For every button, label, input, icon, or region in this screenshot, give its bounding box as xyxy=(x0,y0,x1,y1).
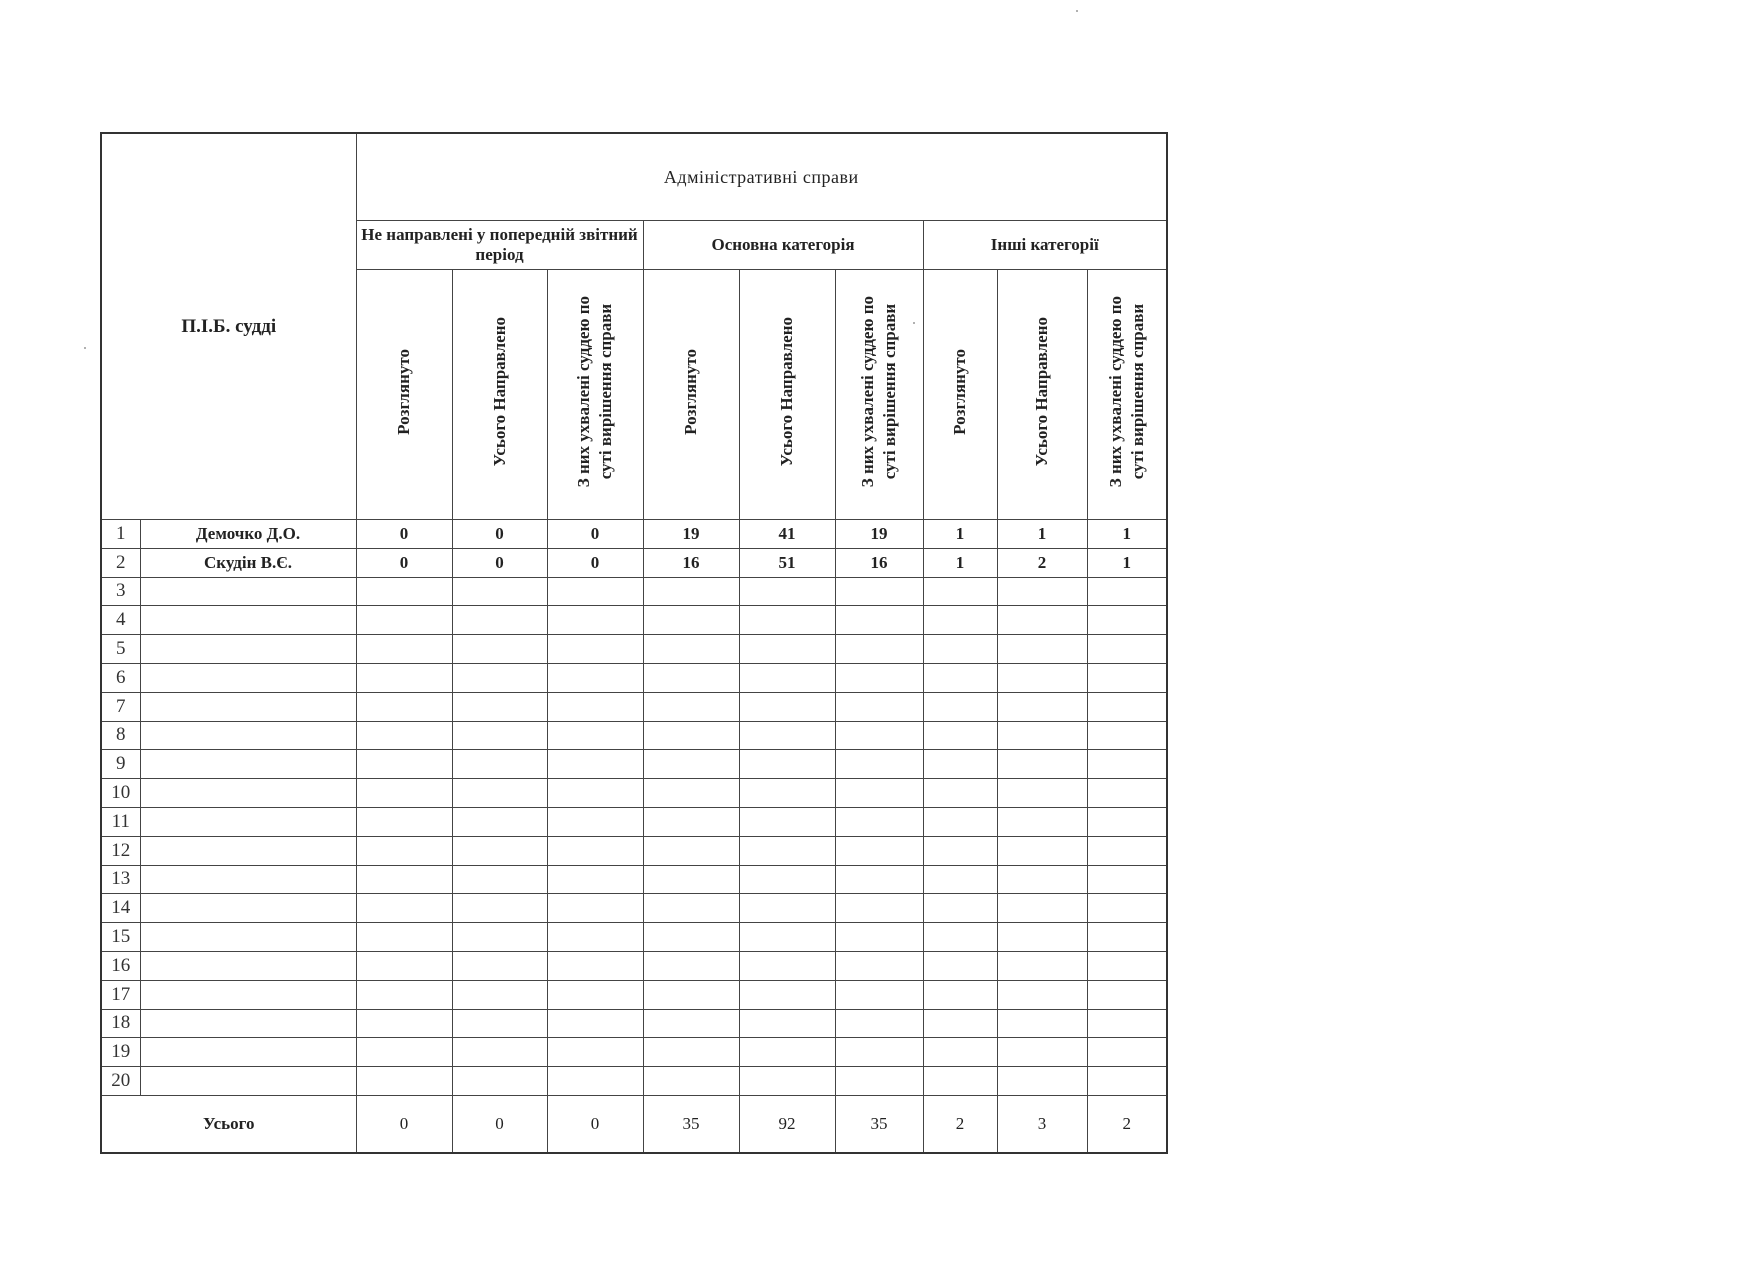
row-number: 17 xyxy=(101,980,140,1009)
table-row xyxy=(101,807,1167,836)
table-cell xyxy=(997,980,1087,1009)
row-number: 10 xyxy=(101,779,140,808)
table-row xyxy=(101,520,1167,549)
column-header-cell xyxy=(452,270,547,520)
table-cell xyxy=(356,980,452,1009)
table-cell xyxy=(835,951,923,980)
table-cell xyxy=(923,894,997,923)
group-header-not-sent-previous: Не направлені у попередній звітний період xyxy=(356,221,643,270)
total-label: Усього xyxy=(101,1095,356,1153)
total-value: 0 xyxy=(452,1095,547,1153)
table-cell xyxy=(547,635,643,664)
table-cell xyxy=(1087,951,1167,980)
column-header: Розглянуто xyxy=(950,349,969,435)
table-cell xyxy=(643,807,739,836)
row-number: 4 xyxy=(101,606,140,635)
table-cell xyxy=(452,577,547,606)
table-cell xyxy=(997,807,1087,836)
table-row xyxy=(101,779,1167,808)
table-cell xyxy=(835,894,923,923)
table-cell xyxy=(739,807,835,836)
row-number: 2 xyxy=(101,548,140,577)
table-cell xyxy=(835,779,923,808)
table-cell xyxy=(923,663,997,692)
table-cell xyxy=(356,894,452,923)
table-row xyxy=(101,606,1167,635)
table-cell xyxy=(547,1067,643,1096)
table-cell xyxy=(923,635,997,664)
table-cell xyxy=(547,980,643,1009)
table-cell xyxy=(356,923,452,952)
table-cell xyxy=(923,865,997,894)
table-cell xyxy=(452,1038,547,1067)
judge-name xyxy=(140,1038,356,1067)
table-cell: 16 xyxy=(643,548,739,577)
table-cell: 0 xyxy=(547,520,643,549)
total-value: 92 xyxy=(739,1095,835,1153)
table-cell xyxy=(997,836,1087,865)
table-cell xyxy=(923,836,997,865)
table-cell: 19 xyxy=(643,520,739,549)
table-cell xyxy=(643,980,739,1009)
table-cell xyxy=(739,865,835,894)
table-cell xyxy=(835,1038,923,1067)
table-cell xyxy=(356,779,452,808)
table-cell xyxy=(835,836,923,865)
judge-name: Демочко Д.О. xyxy=(140,520,356,549)
table-cell xyxy=(547,577,643,606)
judge-name xyxy=(140,807,356,836)
table-cell xyxy=(547,663,643,692)
row-number: 7 xyxy=(101,692,140,721)
table-cell xyxy=(835,577,923,606)
table-cell xyxy=(643,779,739,808)
table-cell xyxy=(643,577,739,606)
table-cell xyxy=(1087,577,1167,606)
table-cell xyxy=(643,721,739,750)
column-header-cell xyxy=(835,270,923,520)
table-cell xyxy=(1087,923,1167,952)
table-cell xyxy=(356,692,452,721)
table-row xyxy=(101,750,1167,779)
table-cell xyxy=(923,721,997,750)
table-cell: 1 xyxy=(923,520,997,549)
administrative-cases-header: Адміністративні справи xyxy=(356,133,1167,221)
table-cell xyxy=(547,951,643,980)
table-cell xyxy=(356,1067,452,1096)
table-cell xyxy=(997,865,1087,894)
table-cell xyxy=(739,779,835,808)
judge-name xyxy=(140,663,356,692)
table-cell xyxy=(452,721,547,750)
table-cell: 1 xyxy=(1087,548,1167,577)
table-cell xyxy=(547,750,643,779)
table-row xyxy=(101,635,1167,664)
table-cell xyxy=(1087,606,1167,635)
table-cell xyxy=(739,577,835,606)
table-cell xyxy=(643,951,739,980)
table-cell xyxy=(739,750,835,779)
table-cell xyxy=(643,692,739,721)
table-cell xyxy=(997,721,1087,750)
total-value: 2 xyxy=(923,1095,997,1153)
group-header-other-categories: Інші категорії xyxy=(923,221,1167,270)
table-cell xyxy=(923,980,997,1009)
judge-name xyxy=(140,692,356,721)
table-cell xyxy=(452,779,547,808)
table-cell xyxy=(643,865,739,894)
table-cell xyxy=(1087,865,1167,894)
table-row xyxy=(101,1009,1167,1038)
table-row xyxy=(101,980,1167,1009)
table-cell xyxy=(452,606,547,635)
table-cell xyxy=(739,1067,835,1096)
row-number: 12 xyxy=(101,836,140,865)
table-cell xyxy=(923,577,997,606)
table-cell xyxy=(643,750,739,779)
table-row xyxy=(101,923,1167,952)
row-number: 8 xyxy=(101,721,140,750)
table-cell xyxy=(835,923,923,952)
table-cell xyxy=(356,750,452,779)
table-cell xyxy=(835,807,923,836)
column-header-cell xyxy=(547,270,643,520)
table-cell xyxy=(547,865,643,894)
total-value: 0 xyxy=(547,1095,643,1153)
table-cell xyxy=(1087,779,1167,808)
table-cell xyxy=(923,779,997,808)
judge-name xyxy=(140,721,356,750)
table-cell xyxy=(739,836,835,865)
table-cell xyxy=(1087,721,1167,750)
table-cell xyxy=(997,606,1087,635)
table-cell xyxy=(1087,1009,1167,1038)
table-cell: 0 xyxy=(452,520,547,549)
table-cell xyxy=(452,951,547,980)
table-cell xyxy=(356,721,452,750)
table-cell xyxy=(997,1067,1087,1096)
table-cell xyxy=(835,1009,923,1038)
table-cell xyxy=(356,663,452,692)
table-cell xyxy=(997,923,1087,952)
table-cell: 19 xyxy=(835,520,923,549)
table-row xyxy=(101,836,1167,865)
table-cell: 2 xyxy=(997,548,1087,577)
table-cell xyxy=(997,635,1087,664)
table-cell xyxy=(356,1009,452,1038)
table-cell xyxy=(1087,980,1167,1009)
column-header: Розглянуто xyxy=(394,349,413,435)
row-number: 13 xyxy=(101,865,140,894)
table-cell xyxy=(452,894,547,923)
table-cell xyxy=(452,635,547,664)
table-cell xyxy=(452,807,547,836)
table-cell: 41 xyxy=(739,520,835,549)
table-cell: 1 xyxy=(997,520,1087,549)
total-row xyxy=(101,1095,1167,1153)
table-row xyxy=(101,663,1167,692)
judge-name xyxy=(140,980,356,1009)
table-cell xyxy=(923,1038,997,1067)
table-cell xyxy=(997,1009,1087,1038)
column-header-cell xyxy=(739,270,835,520)
table-cell xyxy=(923,750,997,779)
table-cell xyxy=(452,923,547,952)
table-cell xyxy=(452,1009,547,1038)
row-number: 15 xyxy=(101,923,140,952)
column-header-cell xyxy=(356,270,452,520)
table-cell xyxy=(923,692,997,721)
judge-name xyxy=(140,894,356,923)
table-cell xyxy=(643,894,739,923)
column-header-cell xyxy=(997,270,1087,520)
row-number: 14 xyxy=(101,894,140,923)
table-row xyxy=(101,865,1167,894)
scan-speck xyxy=(1076,10,1078,12)
table-cell xyxy=(997,894,1087,923)
table-cell xyxy=(356,836,452,865)
judge-name xyxy=(140,836,356,865)
table-cell xyxy=(997,692,1087,721)
row-number: 18 xyxy=(101,1009,140,1038)
row-number: 19 xyxy=(101,1038,140,1067)
table-cell xyxy=(923,1009,997,1038)
table-cell xyxy=(356,577,452,606)
row-number: 20 xyxy=(101,1067,140,1096)
table-cell xyxy=(739,692,835,721)
table-cell xyxy=(739,1009,835,1038)
table-cell xyxy=(739,635,835,664)
table-cell xyxy=(643,635,739,664)
group-header-main-category: Основна категорія xyxy=(643,221,923,270)
table-body xyxy=(101,520,1167,1096)
row-number: 6 xyxy=(101,663,140,692)
judge-name: Скудін В.Є. xyxy=(140,548,356,577)
table-cell xyxy=(1087,1038,1167,1067)
column-header-cell xyxy=(923,270,997,520)
table-cell xyxy=(547,1038,643,1067)
table-cell xyxy=(739,663,835,692)
table-cell xyxy=(923,807,997,836)
table-cell xyxy=(643,1009,739,1038)
table-row xyxy=(101,1038,1167,1067)
table-cell xyxy=(547,779,643,808)
table-cell xyxy=(997,577,1087,606)
table-cell xyxy=(547,606,643,635)
scan-speck xyxy=(913,322,915,324)
judge-name xyxy=(140,923,356,952)
row-number: 5 xyxy=(101,635,140,664)
table-cell xyxy=(1087,836,1167,865)
table-cell xyxy=(739,606,835,635)
table-cell xyxy=(835,1067,923,1096)
table-cell xyxy=(547,836,643,865)
column-header-cell xyxy=(1087,270,1167,520)
table-row xyxy=(101,577,1167,606)
column-header: З них ухвалені суддею по суті вирішення справи xyxy=(858,296,899,488)
total-value: 35 xyxy=(835,1095,923,1153)
table-cell xyxy=(643,923,739,952)
row-number: 3 xyxy=(101,577,140,606)
table-cell xyxy=(1087,750,1167,779)
column-header: З них ухвалені суддею по суті вирішення справи xyxy=(1105,296,1147,488)
table-cell xyxy=(739,951,835,980)
table-cell xyxy=(1087,894,1167,923)
judge-name xyxy=(140,577,356,606)
table-cell xyxy=(835,635,923,664)
table-cell xyxy=(835,606,923,635)
table-cell xyxy=(835,663,923,692)
table-cell xyxy=(835,865,923,894)
table-row xyxy=(101,721,1167,750)
total-value: 35 xyxy=(643,1095,739,1153)
table-cell xyxy=(835,750,923,779)
table-cell xyxy=(356,865,452,894)
total-value: 0 xyxy=(356,1095,452,1153)
table-cell xyxy=(1087,635,1167,664)
judge-name xyxy=(140,635,356,664)
table-row xyxy=(101,1067,1167,1096)
judge-name xyxy=(140,1067,356,1096)
row-number: 1 xyxy=(101,520,140,549)
table-cell xyxy=(739,923,835,952)
column-header: Усього Направлено xyxy=(489,317,509,467)
table-cell xyxy=(835,721,923,750)
table-row xyxy=(101,894,1167,923)
column-header: Усього Направлено xyxy=(777,317,796,467)
table-cell xyxy=(547,807,643,836)
table-cell xyxy=(643,606,739,635)
table-cell xyxy=(547,721,643,750)
judge-name xyxy=(140,951,356,980)
table-cell xyxy=(452,865,547,894)
table-cell xyxy=(547,894,643,923)
judge-name-header: П.І.Б. судді xyxy=(101,133,356,520)
table-cell: 0 xyxy=(356,548,452,577)
table-cell xyxy=(835,692,923,721)
table-cell xyxy=(1087,663,1167,692)
table-cell xyxy=(739,1038,835,1067)
judge-name xyxy=(140,1009,356,1038)
table-cell xyxy=(997,663,1087,692)
table-cell: 0 xyxy=(356,520,452,549)
table-cell xyxy=(643,836,739,865)
judges-statistics-table xyxy=(100,132,1168,1154)
table-cell xyxy=(547,1009,643,1038)
table-cell xyxy=(1087,692,1167,721)
judge-name xyxy=(140,779,356,808)
table-cell xyxy=(923,951,997,980)
judge-name xyxy=(140,865,356,894)
column-header: Розглянуто xyxy=(681,349,700,435)
table-cell xyxy=(452,836,547,865)
table-cell: 0 xyxy=(452,548,547,577)
table-cell xyxy=(452,692,547,721)
row-number: 9 xyxy=(101,750,140,779)
table-cell xyxy=(1087,1067,1167,1096)
table-cell xyxy=(643,1067,739,1096)
table-row xyxy=(101,951,1167,980)
table-cell xyxy=(1087,807,1167,836)
table-cell: 51 xyxy=(739,548,835,577)
table-cell xyxy=(739,721,835,750)
table-cell xyxy=(923,606,997,635)
table-cell xyxy=(452,1067,547,1096)
table-cell xyxy=(643,1038,739,1067)
table-row xyxy=(101,548,1167,577)
table-cell xyxy=(739,980,835,1009)
table-cell xyxy=(923,923,997,952)
judge-name xyxy=(140,750,356,779)
column-header: Усього Направлено xyxy=(1032,317,1051,467)
table-cell xyxy=(643,663,739,692)
table-cell: 1 xyxy=(923,548,997,577)
table-cell xyxy=(452,663,547,692)
row-number: 11 xyxy=(101,807,140,836)
table-cell: 16 xyxy=(835,548,923,577)
table-cell xyxy=(356,635,452,664)
table-cell xyxy=(452,980,547,1009)
table-cell xyxy=(452,750,547,779)
table-cell xyxy=(547,923,643,952)
column-header-cell xyxy=(643,270,739,520)
table-cell xyxy=(547,692,643,721)
table-cell xyxy=(997,1038,1087,1067)
row-number: 16 xyxy=(101,951,140,980)
table-cell xyxy=(997,750,1087,779)
table-cell xyxy=(739,894,835,923)
table-row xyxy=(101,692,1167,721)
scan-speck xyxy=(84,347,86,349)
table-cell xyxy=(835,980,923,1009)
table-cell xyxy=(356,951,452,980)
column-header: З них ухвалені суддею по суті вирішення справи xyxy=(574,296,615,488)
table-cell xyxy=(997,779,1087,808)
total-value: 3 xyxy=(997,1095,1087,1153)
table-cell xyxy=(356,1038,452,1067)
table-cell: 0 xyxy=(547,548,643,577)
table-cell xyxy=(356,807,452,836)
total-value: 2 xyxy=(1087,1095,1167,1153)
judge-name xyxy=(140,606,356,635)
table-cell: 1 xyxy=(1087,520,1167,549)
table-cell xyxy=(356,606,452,635)
table-cell xyxy=(997,951,1087,980)
table-cell xyxy=(923,1067,997,1096)
